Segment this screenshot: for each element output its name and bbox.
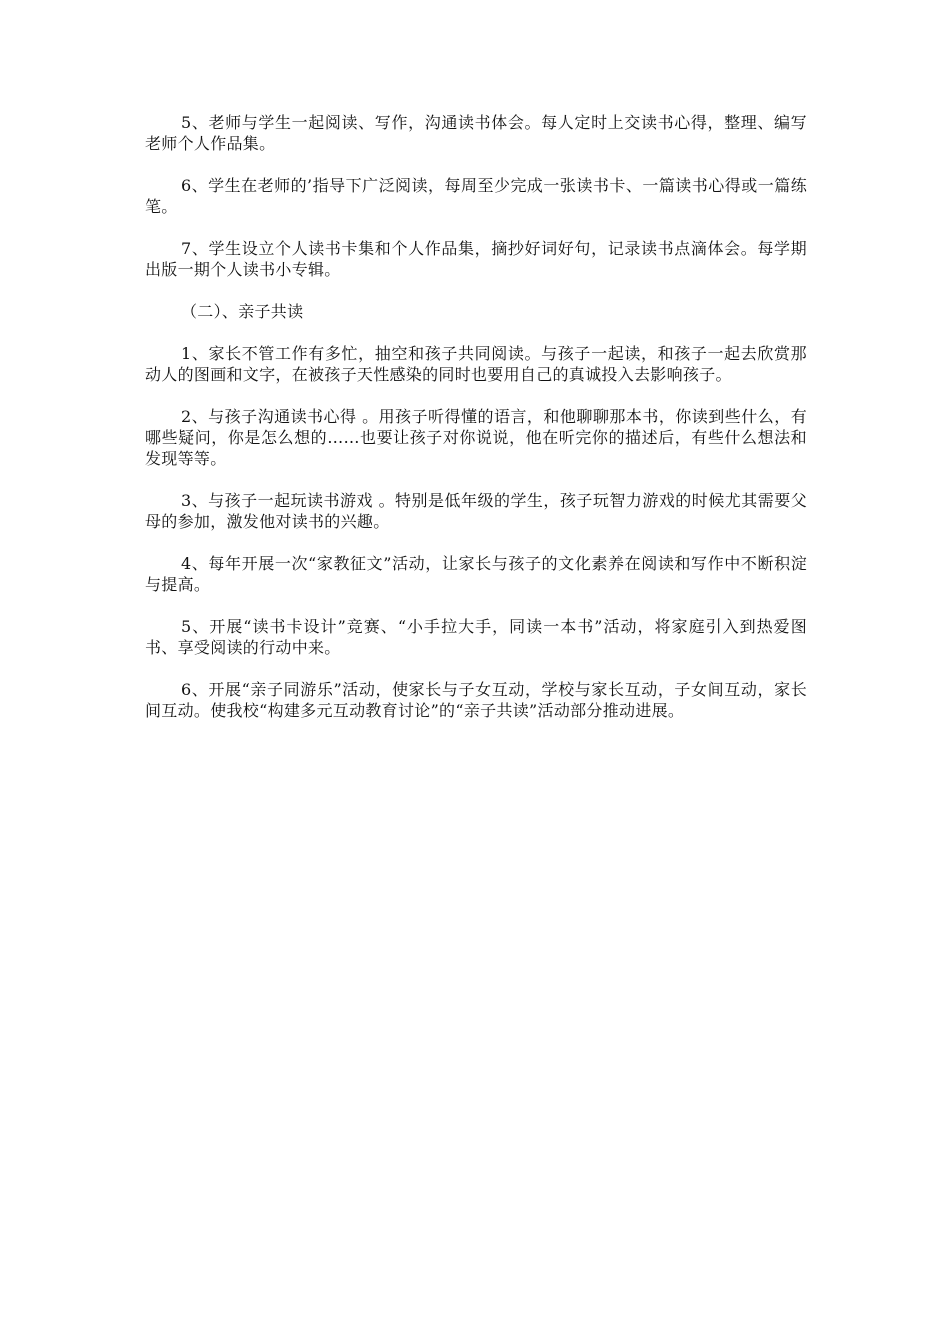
paragraph-parent-child-play: 6、开展“亲子同游乐”活动，使家长与子女互动，学校与家长互动，子女间互动，家长间互动。使我校“构建多元互动教育讨论”的“亲子共读”活动部分推动进展。 (145, 680, 807, 720)
paragraph-student-wide-reading: 6、学生在老师的’指导下广泛阅读，每周至少完成一张读书卡、一篇读书心得或一篇练笔。 (145, 176, 807, 216)
paragraph-read-together: 1、家长不管工作有多忙，抽空和孩子共同阅读。与孩子一起读，和孩子一起去欣赏那动人的图画和文字，在被孩子天性感染的同时也要用自己的真诚投入去影响孩子。 (145, 344, 807, 384)
paragraph-student-collections: 7、学生设立个人读书卡集和个人作品集，摘抄好词好句，记录读书点滴体会。每学期出版一期个人读书小专辑。 (145, 239, 807, 279)
paragraph-reading-games: 3、与孩子一起玩读书游戏 。特别是低年级的学生，孩子玩智力游戏的时候尤其需要父母的参加，激发他对读书的兴趣。 (145, 491, 807, 531)
paragraph-card-design-contest: 5、开展“读书卡设计”竞赛、“小手拉大手，同读一本书”活动，将家庭引入到热爱图书、享受阅读的行动中来。 (145, 617, 807, 657)
paragraph-essay-activity: 4、每年开展一次“家教征文”活动，让家长与孩子的文化素养在阅读和写作中不断积淀与提高。 (145, 554, 807, 594)
section-heading-parent-child-reading: （二）、亲子共读 (181, 302, 304, 321)
document-page (145, 112, 807, 742)
paragraph-share-reading-thoughts: 2、与孩子沟通读书心得 。用孩子听得懂的语言，和他聊聊那本书，你读到些什么，有哪些疑问，你是怎么想的……也要让孩子对你说说，他在听完你的描述后，有些什么想法和发现等等。 (145, 407, 807, 468)
paragraph-teacher-student-reading: 5、老师与学生一起阅读、写作，沟通读书体会。每人定时上交读书心得，整理、编写老师个人作品集。 (145, 113, 807, 153)
